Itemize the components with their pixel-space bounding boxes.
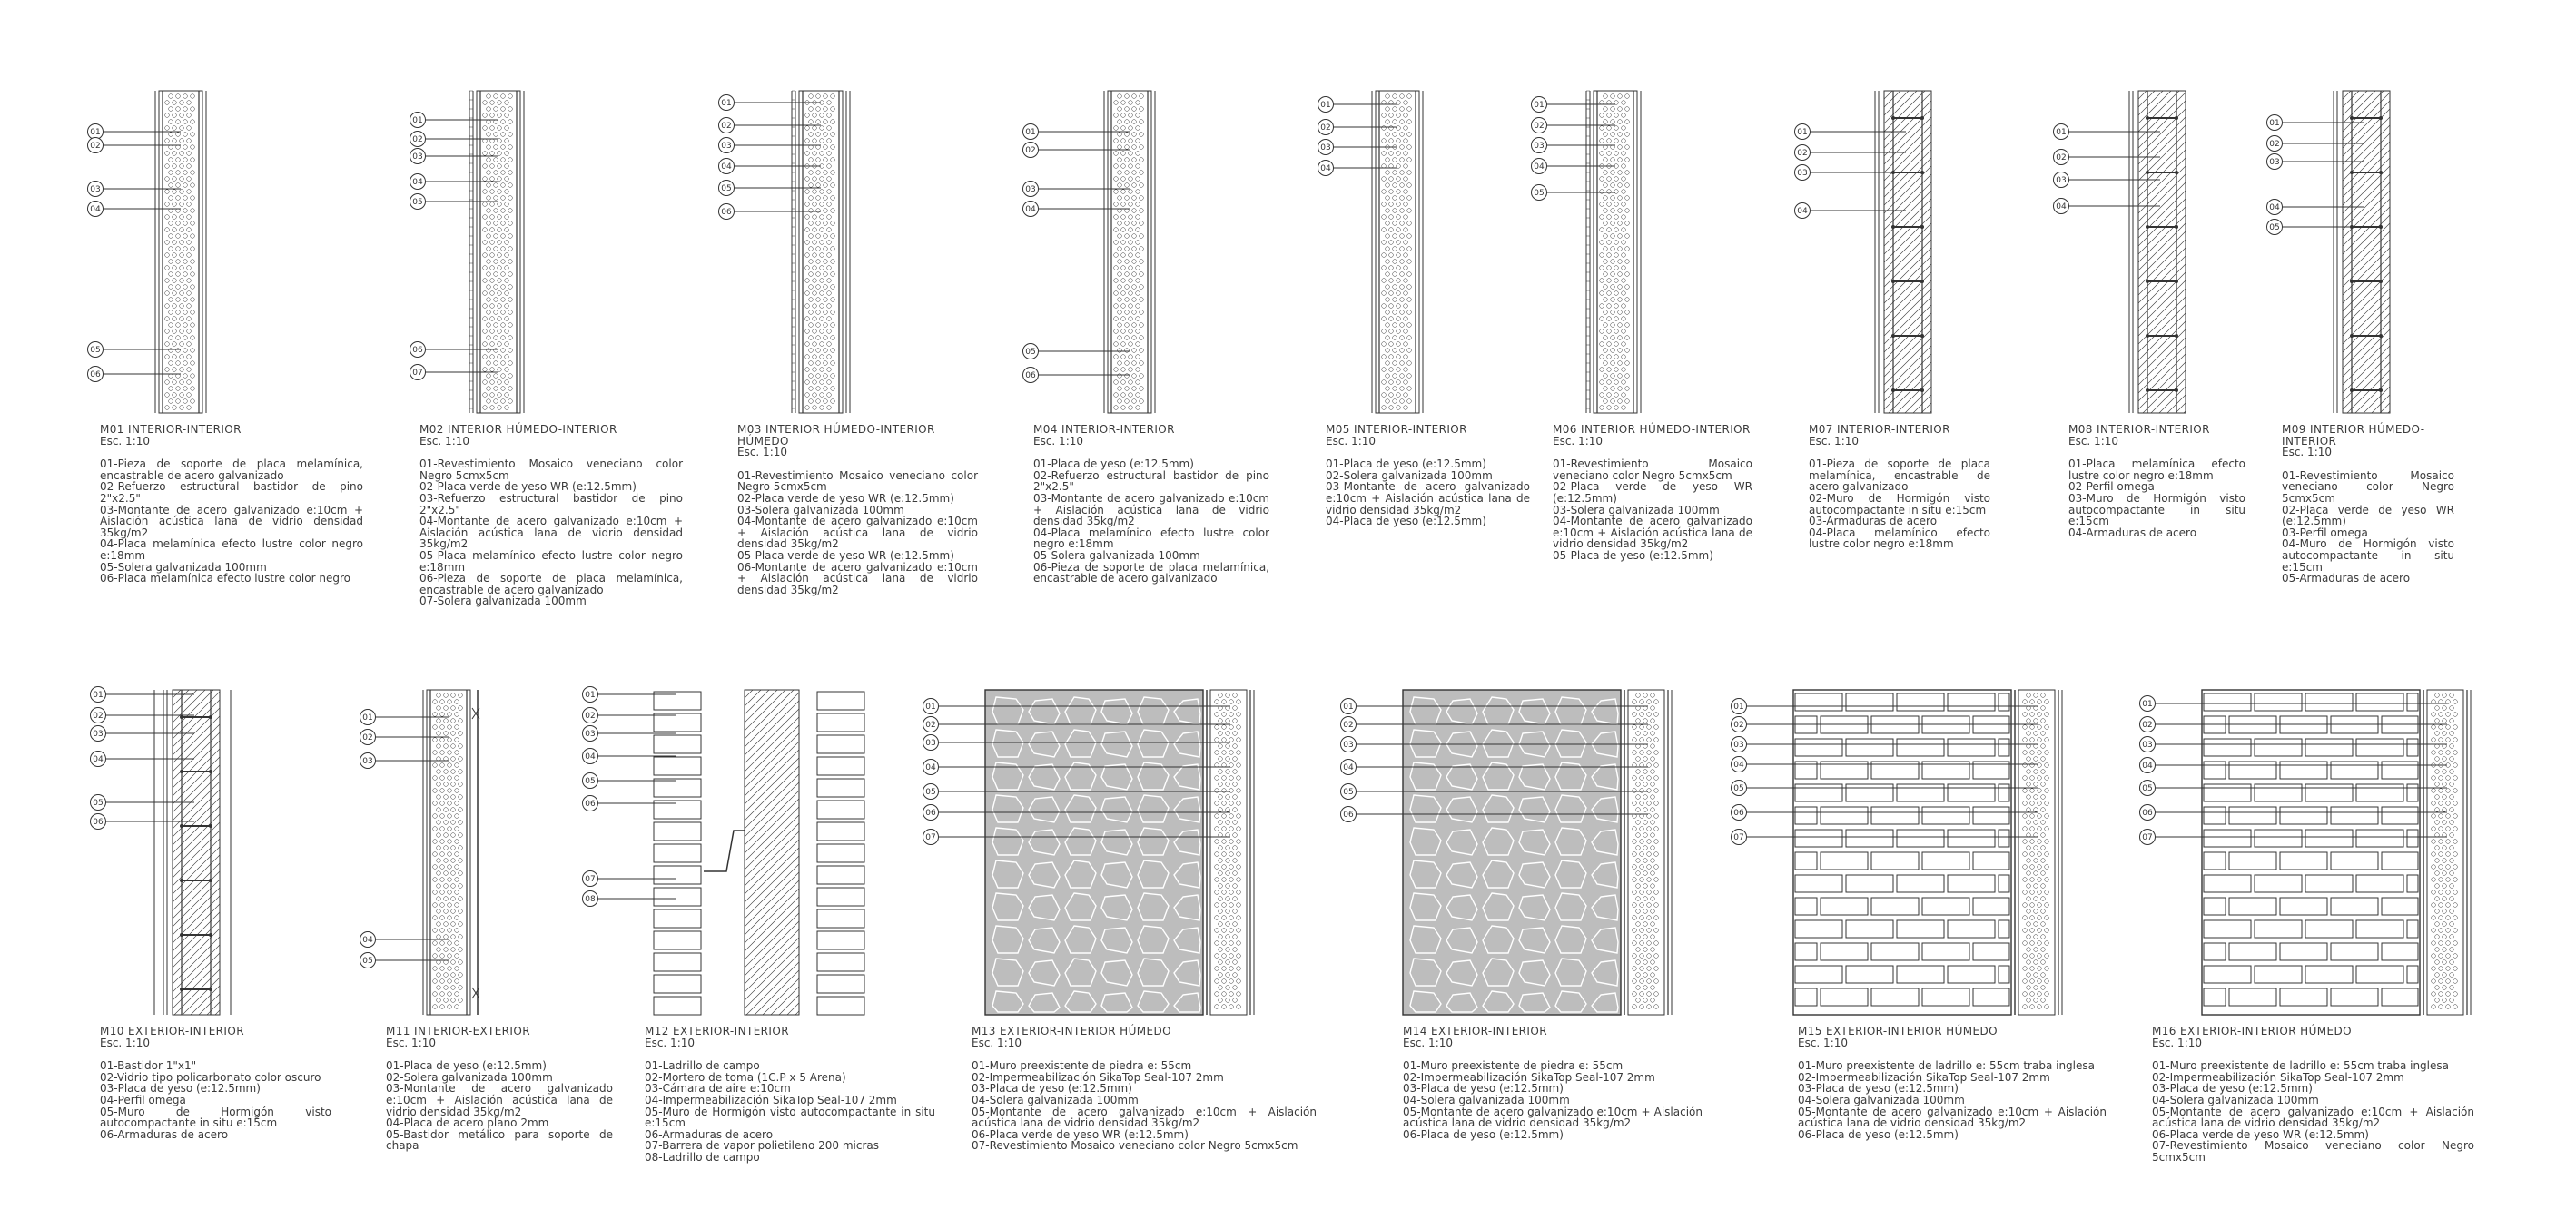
callout-number: 01 — [2056, 128, 2067, 138]
material-note: 01-Placa de yeso (e:12.5mm) — [1326, 457, 1486, 471]
material-note: 03-Solera galvanizada 100mm — [737, 503, 904, 516]
callout-number: 05 — [90, 346, 101, 356]
detail-caption — [2152, 1026, 2474, 1164]
material-note: 02-Placa verde de yeso WR (e:12.5mm) — [2282, 503, 2454, 528]
detail-title: M07 INTERIOR-INTERIOR — [1809, 423, 1950, 436]
detail-title: M11 INTERIOR-EXTERIOR — [386, 1025, 530, 1037]
callout-number: 04 — [362, 936, 373, 946]
material-note: 04-Armaduras de acero — [2068, 526, 2197, 539]
callout-number: 03 — [585, 730, 596, 740]
callout-number: 04 — [1797, 207, 1808, 217]
callout-number: 04 — [2056, 202, 2067, 212]
detail-scale: Esc. 1:10 — [1798, 1036, 1849, 1049]
material-note: 02-Impermeabilización SikaTop Seal-107 2mm — [2152, 1070, 2404, 1084]
callout-number: 03 — [1320, 143, 1331, 153]
detail-scale: Esc. 1:10 — [1553, 434, 1604, 447]
callout-number: 05 — [925, 788, 936, 798]
detail-title: M08 INTERIOR-INTERIOR — [2068, 423, 2210, 436]
material-note: 05-Solera galvanizada 100mm — [100, 560, 267, 574]
material-note: 05-Armaduras de acero — [2282, 572, 2411, 585]
material-note: 02-Mortero de toma (1C.P x 5 Arena) — [645, 1070, 846, 1084]
material-note: 04-Placa de acero plano 2mm — [386, 1116, 549, 1130]
material-note: 04-Placa de yeso (e:12.5mm) — [1326, 515, 1486, 528]
callout-number: 02 — [93, 712, 104, 722]
detail-title: M14 EXTERIOR-INTERIOR — [1403, 1025, 1547, 1037]
material-note: 04-Montante de acero galvanizado e:10cm + Aislación acústica lana de vidrio densidad 35kg/m2 — [419, 515, 683, 551]
material-note: 02-Solera galvanizada 100mm — [386, 1070, 553, 1084]
callout-number: 01 — [1025, 128, 1036, 138]
material-note: 07-Barrera de vapor polietileno 200 micras — [645, 1139, 880, 1153]
callout-number: 01 — [2142, 700, 2153, 710]
material-note: 05-Montante de acero galvanizado e:10cm + Aislación acústica lana de vidrio densidad 35kg/m2 — [972, 1105, 1317, 1130]
callout-number: 01 — [412, 116, 423, 126]
material-note: 05-Placa de yeso (e:12.5mm) — [1553, 548, 1713, 562]
callout-number: 04 — [2269, 203, 2280, 213]
material-note: 06-Armaduras de acero — [100, 1127, 229, 1141]
material-note: 05-Solera galvanizada 100mm — [1033, 548, 1200, 562]
callout-number: 05 — [1733, 784, 1744, 794]
callout-number: 02 — [362, 733, 373, 743]
material-note: 01-Bastidor 1"x1" — [100, 1059, 197, 1073]
callout-number: 02 — [2269, 140, 2280, 150]
callout-number: 03 — [1025, 185, 1036, 195]
callout-number: 08 — [585, 895, 596, 905]
detail-title: M10 EXTERIOR-INTERIOR — [100, 1025, 244, 1037]
callout-number: 02 — [1343, 721, 1354, 731]
callout-number: 03 — [1797, 169, 1808, 179]
material-note: 01-Placa de yeso (e:12.5mm) — [1033, 457, 1194, 471]
callout-number: 07 — [412, 369, 423, 379]
material-note: 01-Muro preexistente de ladrillo e: 55cm traba inglesa — [1798, 1059, 2095, 1073]
callout-number: 05 — [1343, 788, 1354, 798]
callout-number: 02 — [1534, 122, 1545, 132]
detail-title: M15 EXTERIOR-INTERIOR HÚMEDO — [1798, 1025, 1998, 1037]
callout-number: 01 — [1733, 703, 1744, 713]
callout-number: 03 — [925, 739, 936, 749]
detail-scale: Esc. 1:10 — [2068, 434, 2119, 447]
callout-number: 06 — [1733, 809, 1744, 819]
material-note: 06-Montante de acero galvanizado e:10cm + Aislación acústica lana de vidrio densidad 35kg/m2 — [737, 560, 978, 596]
material-note: 01-Revestimiento Mosaico veneciano color Negro 5cmx5cm — [419, 457, 683, 482]
callout-number: 05 — [1025, 348, 1036, 358]
detail-scale: Esc. 1:10 — [972, 1036, 1022, 1049]
callout-number: 01 — [1534, 101, 1545, 111]
material-note: 04-Muro de Hormigón visto autocompactante in situ e:15cm — [2282, 537, 2454, 574]
callout-number: 03 — [1534, 142, 1545, 152]
material-note: 03-Montante de acero galvanizado e:10cm + Aislación acústica lana de vidrio densidad 35kg/m2 — [1326, 480, 1530, 516]
callout-number: 01 — [1343, 703, 1354, 713]
callout-number: 03 — [721, 142, 732, 152]
callout-number: 04 — [1320, 164, 1331, 174]
callout-number: 05 — [93, 799, 104, 809]
callout-number: 04 — [925, 763, 936, 773]
detail-scale: Esc. 1:10 — [386, 1036, 437, 1049]
callout-number: 06 — [721, 208, 732, 218]
callout-number: 03 — [412, 152, 423, 162]
callout-number: 03 — [1343, 741, 1354, 751]
material-note: 04-Solera galvanizada 100mm — [2152, 1093, 2319, 1106]
callout-number: 01 — [721, 99, 732, 109]
material-note: 03-Montante de acero galvanizado e:10cm + Aislación acústica lana de vidrio densidad 35kg/m2 — [386, 1082, 613, 1118]
material-note: 03-Cámara de aire e:10cm — [645, 1082, 791, 1096]
material-note: 05-Placa melamínico efecto lustre color negro e:18mm — [419, 548, 683, 574]
material-note: 06-Pieza de soporte de placa melamínica, encastrable de acero galvanizado — [1033, 560, 1269, 585]
callout-number: 07 — [925, 833, 936, 843]
material-note: 01-Pieza de soporte de placa melamínica, encastrable de acero galvanizado — [100, 457, 363, 482]
callout-number: 04 — [1733, 761, 1744, 771]
material-note: 04-Placa melamínica efecto lustre color negro e:18mm — [100, 537, 363, 562]
callout-number: 02 — [1320, 123, 1331, 133]
callout-number: 03 — [362, 757, 373, 767]
material-note: 05-Muro de Hormigón visto autocompactante in situ e:15cm — [645, 1105, 935, 1130]
material-note: 02-Impermeabilización SikaTop Seal-107 2mm — [972, 1070, 1224, 1084]
material-note: 05-Bastidor metálico para soporte de chapa — [386, 1127, 613, 1153]
callout-number: 02 — [721, 122, 732, 132]
callout-number: 01 — [925, 703, 936, 713]
callout-number: 04 — [721, 162, 732, 172]
material-note: 01-Muro preexistente de piedra e: 55cm — [972, 1059, 1192, 1073]
material-note: 08-Ladrillo de campo — [645, 1150, 760, 1164]
callout-number: 02 — [1797, 149, 1808, 159]
material-note: 06-Placa de yeso (e:12.5mm) — [1403, 1127, 1564, 1141]
material-note: 04-Impermeabilización SikaTop Seal-107 2mm — [645, 1093, 897, 1106]
material-note: 03-Armaduras de acero — [1809, 515, 1938, 528]
material-note: 02-Impermeabilización SikaTop Seal-107 2mm — [1403, 1070, 1655, 1084]
callout-number: 02 — [412, 135, 423, 145]
material-note: 02-Refuerzo estructural bastidor de pino 2"x2.5" — [1033, 468, 1269, 494]
material-note: 01-Muro preexistente de ladrillo e: 55cm traba inglesa — [2152, 1059, 2449, 1073]
material-note: 03-Refuerzo estructural bastidor de pino 2"x2.5" — [419, 491, 683, 516]
material-note: 07-Solera galvanizada 100mm — [419, 595, 587, 608]
detail-scale: Esc. 1:10 — [737, 446, 788, 459]
material-note: 01-Placa melamínica efecto lustre color negro e:18mm — [2068, 457, 2245, 482]
callout-number: 03 — [2269, 158, 2280, 168]
material-note: 04-Montante de acero galvanizado e:10cm + Aislación acústica lana de vidrio densidad 35kg/m2 — [737, 515, 978, 551]
callout-number: 05 — [362, 957, 373, 967]
material-note: 02-Perfil omega — [2068, 480, 2155, 494]
detail-title: M02 INTERIOR HÚMEDO-INTERIOR — [419, 423, 617, 436]
callout-number: 03 — [2142, 741, 2153, 751]
callout-number: 05 — [585, 777, 596, 787]
material-note: 05-Montante de acero galvanizado e:10cm + Aislación acústica lana de vidrio densidad 35kg/m2 — [2152, 1105, 2474, 1130]
detail-scale: Esc. 1:10 — [1326, 434, 1377, 447]
detail-scale: Esc. 1:10 — [419, 434, 470, 447]
detail-scale: Esc. 1:10 — [100, 434, 151, 447]
callout-number: 06 — [1025, 371, 1036, 381]
callout-number: 04 — [93, 755, 104, 765]
callout-number: 04 — [1343, 763, 1354, 773]
material-note: 02-Placa verde de yeso WR (e:12.5mm) — [419, 480, 637, 494]
material-note: 01-Muro preexistente de piedra e: 55cm — [1403, 1059, 1624, 1073]
material-note: 04-Solera galvanizada 100mm — [972, 1093, 1139, 1106]
callout-number: 04 — [1025, 205, 1036, 215]
callout-number: 07 — [585, 875, 596, 885]
callout-number: 03 — [1733, 741, 1744, 751]
material-note: 05-Montante de acero galvanizado e:10cm + Aislación acústica lana de vidrio densidad 35kg/m2 — [1798, 1105, 2107, 1130]
material-note: 07-Revestimiento Mosaico veneciano color Negro 5cmx5cm — [972, 1139, 1298, 1153]
material-note: 03-Placa de yeso (e:12.5mm) — [972, 1082, 1132, 1096]
material-note: 03-Muro de Hormigón visto autocompactante in situ e:15cm — [2068, 491, 2245, 528]
callout-number: 01 — [2269, 119, 2280, 129]
callout-number: 06 — [93, 818, 104, 828]
material-note: 02-Solera galvanizada 100mm — [1326, 468, 1493, 482]
material-note: 04-Montante de acero galvanizado e:10cm + Aislación acústica lana de vidrio densidad 35kg/m2 — [1553, 515, 1752, 551]
detail-title: M12 EXTERIOR-INTERIOR — [645, 1025, 789, 1037]
material-note: 02-Muro de Hormigón visto autocompactante in situ e:15cm — [1809, 491, 1990, 516]
detail-scale: Esc. 1:10 — [2282, 446, 2333, 459]
material-note: 04-Solera galvanizada 100mm — [1403, 1093, 1570, 1106]
material-note: 06-Placa de yeso (e:12.5mm) — [1798, 1127, 1959, 1141]
callout-number: 04 — [90, 205, 101, 215]
callout-number: 02 — [90, 142, 101, 152]
material-note: 01-Revestimiento Mosaico veneciano color Negro 5cmx5cm — [1553, 457, 1752, 482]
detail-title: M04 INTERIOR-INTERIOR — [1033, 423, 1175, 436]
callout-number: 06 — [2142, 809, 2153, 819]
material-note: 06-Placa verde de yeso WR (e:12.5mm) — [972, 1127, 1189, 1141]
callout-number: 07 — [1733, 833, 1744, 843]
callout-number: 06 — [1343, 811, 1354, 821]
material-note: 03-Montante de acero galvanizado e:10cm + Aislación acústica lana de vidrio densidad 35kg/m2 — [100, 503, 363, 539]
material-note: 06-Pieza de soporte de placa melamínica, encastrable de acero galvanizado — [419, 572, 683, 596]
material-note: 02-Refuerzo estructural bastidor de pino 2"x2.5" — [100, 480, 363, 505]
callout-number: 02 — [2142, 721, 2153, 731]
material-note: 02-Placa verde de yeso WR (e:12.5mm) — [1553, 480, 1752, 505]
detail-title: M09 INTERIOR HÚMEDO-INTERIOR — [2282, 423, 2425, 447]
material-note: 05-Muro de Hormigón visto autocompactante in situ e:15cm — [100, 1105, 331, 1130]
material-note: 01-Revestimiento Mosaico veneciano color Negro 5cmx5cm — [2282, 468, 2454, 505]
material-note: 07-Revestimiento Mosaico veneciano color Negro 5cmx5cm — [2152, 1139, 2474, 1164]
material-note: 03-Placa de yeso (e:12.5mm) — [2152, 1082, 2313, 1096]
material-note: 03-Solera galvanizada 100mm — [1553, 503, 1720, 516]
callout-number: 04 — [1534, 162, 1545, 172]
detail-title: M06 INTERIOR HÚMEDO-INTERIOR — [1553, 423, 1751, 436]
callout-number: 06 — [585, 800, 596, 810]
material-note: 05-Montante de acero galvanizado e:10cm + Aislación acústica lana de vidrio densidad 35kg/m2 — [1403, 1105, 1703, 1130]
material-note: 06-Placa verde de yeso WR (e:12.5mm) — [2152, 1127, 2369, 1141]
callout-number: 06 — [925, 809, 936, 819]
callout-number: 02 — [1025, 146, 1036, 156]
callout-number: 01 — [362, 713, 373, 723]
callout-number: 02 — [1733, 721, 1744, 731]
material-note: 02-Placa verde de yeso WR (e:12.5mm) — [737, 491, 954, 505]
material-note: 04-Placa melamínico efecto lustre color negro e:18mm — [1033, 526, 1269, 551]
callout-number: 01 — [93, 691, 104, 701]
material-note: 03-Montante de acero galvanizado e:10cm + Aislación acústica lana de vidrio densidad 35kg/m2 — [1033, 491, 1269, 528]
material-notes — [2152, 1060, 2474, 1163]
material-note: 01-Revestimiento Mosaico veneciano color Negro 5cmx5cm — [737, 468, 978, 494]
callout-number: 01 — [1320, 101, 1331, 111]
detail-title: M01 INTERIOR-INTERIOR — [100, 423, 242, 436]
callout-number: 05 — [2142, 784, 2153, 794]
material-note: 02-Vidrio tipo policarbonato color oscuro — [100, 1070, 321, 1084]
callout-number: 05 — [412, 198, 423, 208]
detail-scale: Esc. 1:10 — [2152, 1036, 2203, 1049]
callout-number: 04 — [412, 178, 423, 188]
callout-number: 03 — [2056, 176, 2067, 186]
detail-title: M13 EXTERIOR-INTERIOR HÚMEDO — [972, 1025, 1171, 1037]
detail-scale: Esc. 1:10 — [1033, 434, 1084, 447]
material-note: 06-Placa melamínica efecto lustre color negro — [100, 572, 350, 585]
detail-scale: Esc. 1:10 — [1403, 1036, 1454, 1049]
material-note: 03-Placa de yeso (e:12.5mm) — [1798, 1082, 1959, 1096]
insulation-hatch — [2432, 693, 2458, 1009]
material-note: 03-Placa de yeso (e:12.5mm) — [100, 1082, 261, 1096]
detail-scale: Esc. 1:10 — [100, 1036, 151, 1049]
callout-number: 01 — [1797, 128, 1808, 138]
detail-scale: Esc. 1:10 — [645, 1036, 696, 1049]
detail-title: M05 INTERIOR-INTERIOR — [1326, 423, 1467, 436]
material-note: 04-Placa melamínico efecto lustre color negro e:18mm — [1809, 526, 1990, 551]
detail-scale: Esc. 1:10 — [1809, 434, 1860, 447]
detail-title: M03 INTERIOR HÚMEDO-INTERIOR HÚMEDO — [737, 423, 935, 447]
callout-number: 04 — [585, 752, 596, 762]
callout-number: 01 — [585, 691, 596, 701]
material-note: 03-Perfil omega — [2282, 526, 2368, 539]
callout-number: 03 — [90, 185, 101, 195]
callout-number: 05 — [1534, 189, 1545, 199]
material-note: 04-Solera galvanizada 100mm — [1798, 1093, 1965, 1106]
detail-title: M16 EXTERIOR-INTERIOR HÚMEDO — [2152, 1025, 2352, 1037]
callout-number: 05 — [721, 184, 732, 194]
material-note: 03-Placa de yeso (e:12.5mm) — [1403, 1082, 1564, 1096]
callout-number: 01 — [90, 128, 101, 138]
callout-number: 07 — [2142, 833, 2153, 843]
material-note: 01-Ladrillo de campo — [645, 1059, 760, 1073]
material-note: 02-Impermeabilización SikaTop Seal-107 2mm — [1798, 1070, 2050, 1084]
callout-number: 02 — [925, 721, 936, 731]
callout-number: 03 — [93, 730, 104, 740]
material-note: 01-Placa de yeso (e:12.5mm) — [386, 1059, 547, 1073]
callout-number: 05 — [2269, 223, 2280, 233]
material-note: 01-Pieza de soporte de placa melamínica, encastrable de acero galvanizado — [1809, 457, 1990, 494]
material-note: 04-Perfil omega — [100, 1093, 186, 1106]
material-note: 06-Armaduras de acero — [645, 1127, 774, 1141]
callout-number: 02 — [2056, 153, 2067, 163]
callout-number: 06 — [90, 370, 101, 380]
callout-number: 02 — [585, 712, 596, 722]
material-note: 05-Placa verde de yeso WR (e:12.5mm) — [737, 548, 954, 562]
callout-number: 04 — [2142, 762, 2153, 772]
callout-number: 06 — [412, 346, 423, 356]
